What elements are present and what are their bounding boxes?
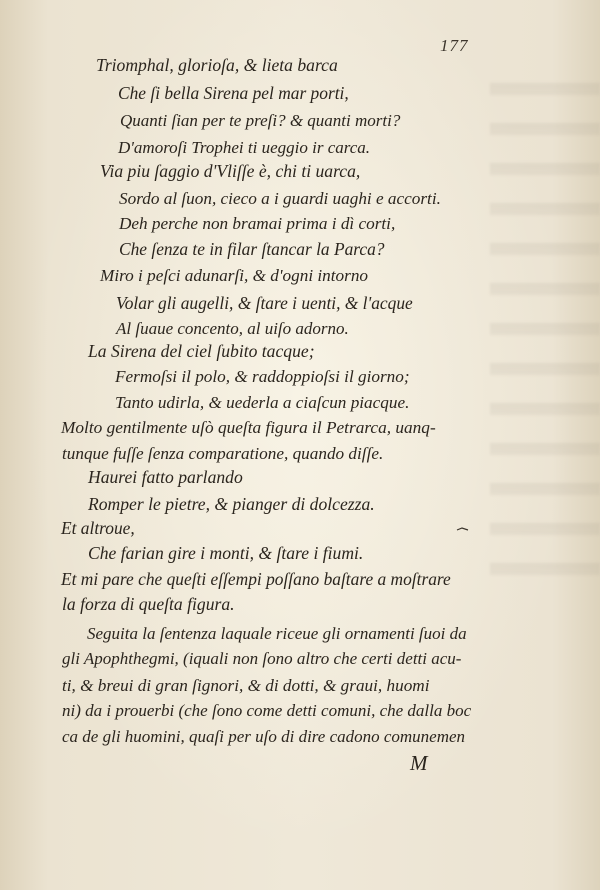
ink-mark (456, 525, 470, 533)
text-line: ni) da i prouerbi (che ſono come detti comuni, che dalla boc (62, 701, 472, 720)
text-line: tunque fuſſe ſenza comparatione, quando diſſe. (62, 444, 384, 463)
text-line: Volar gli augelli, & ſtare i uenti, & l'acque (116, 293, 413, 313)
text-line: Al ſuaue concento, al uiſo adorno. (116, 319, 349, 338)
text-line: Che ſi bella Sirena pel mar porti, (118, 83, 349, 103)
text-line: Via piu ſaggio d'Vliſſe è, chi ti uarca, (100, 161, 361, 181)
text-line: La Sirena del ciel ſubito tacque; (88, 341, 315, 361)
text-line: ti, & breui di gran ſignori, & di dotti, & graui, huomi (62, 676, 430, 695)
text-line: Sordo al ſuon, cieco a i guardi uaghi e accorti. (119, 189, 441, 208)
text-line: Tanto udirla, & uederla a ciaſcun piacque. (115, 393, 410, 412)
text-line: Deh perche non bramai prima i dì corti, (119, 214, 396, 233)
text-line: Che farian gire i monti, & ſtare i fiumi. (88, 543, 364, 563)
text-line: Et mi pare che queſti eſſempi poſſano baſtare a moſtrare (61, 569, 451, 589)
show-through-text (490, 60, 600, 580)
signature-mark: M (410, 751, 428, 775)
text-line: Fermoſsi il polo, & raddoppioſsi il giorno; (115, 367, 410, 386)
text-line: la forza di queſta figura. (62, 594, 235, 614)
text-line: Triomphal, glorioſa, & lieta barca (96, 55, 338, 75)
text-line: gli Apophthegmi, (iquali non ſono altro che certi detti acu- (62, 649, 462, 668)
text-line: D'amoroſi Trophei ti ueggio ir carca. (118, 138, 371, 157)
text-line: Et altroue, (61, 518, 135, 538)
text-line: Haurei fatto parlando (88, 467, 243, 487)
text-line: Quanti ſian per te preſi? & quanti morti? (120, 111, 401, 130)
page-number: 177 (440, 36, 469, 55)
text-line: Molto gentilmente uſò queſta figura il Petrarca, uanq- (61, 418, 436, 437)
text-line: ca de gli huomini, quaſi per uſo di dire cadono comunemen (62, 727, 466, 746)
text-line: Miro i peſci adunarſi, & d'ogni intorno (100, 266, 369, 285)
text-line: Seguita la ſentenza laquale riceue gli ornamenti ſuoi da (87, 624, 467, 643)
text-line: Che ſenza te in filar ſtancar la Parca? (119, 239, 385, 259)
text-line: Romper le pietre, & pianger di dolcezza. (88, 494, 375, 514)
